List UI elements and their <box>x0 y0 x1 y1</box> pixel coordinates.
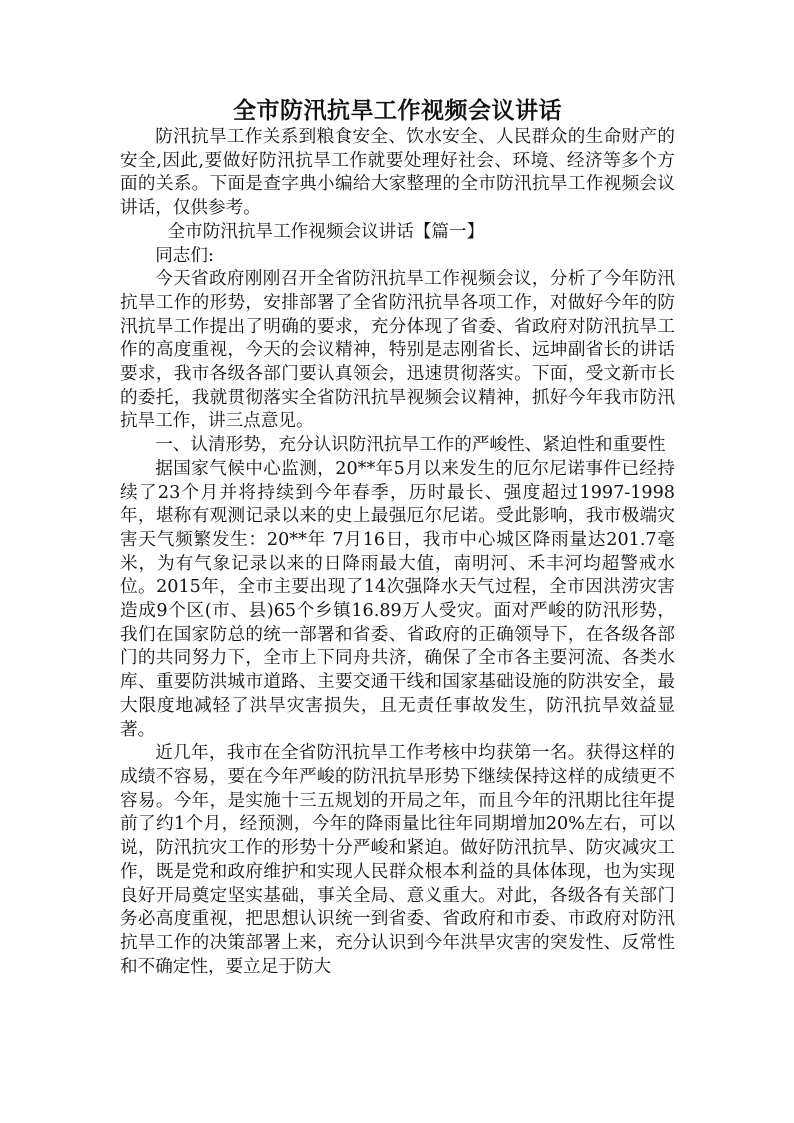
section-heading-1: 一、认清形势，充分认识防汛抗旱工作的严峻性、紧迫性和重要性 <box>155 435 666 456</box>
body-paragraph-3: 近几年，我市在全省防汛抗旱工作考核中均获第一名。获得这样的成绩不容易，要在今年严峻的防汛抗旱形势下继续保持这样的成绩更不容易。今年，是实施十三五规划的开局之年，而且今年的汛期比往年提前了约1个月，经预测，今年的降雨量比往年同期增加20%左右，可以说，防汛抗灾工作的形势十分严峻和紧迫。做好防汛抗旱、防灾减灾工作，既是党和政府维护和实现人民群众根本利益的具体体现，也为实现良好开局奠定坚实基础，事关全局、意义重大。对此，各级各有关部门务必高度重视，把思想认识统一到省委、省政府和市委、市政府对防汛抗旱工作的决策部署上来，充分认识到今年洪旱灾害的突发性、反常性和不确定性，要立足于防大 <box>120 743 675 977</box>
body-paragraph-1: 今天省政府刚刚召开全省防汛抗旱工作视频会议，分析了今年防汛抗旱工作的形势，安排部署了全省防汛抗旱各项工作，对做好今年的防汛抗旱工作提出了明确的要求，充分体现了省委、省政府对防汛抗旱工作的高度重视，今天的会议精神，特别是志刚省长、远坤副省长的讲话要求，我市各级各部门要认真领会，迅速贯彻落实。下面，受文新市长的委托，我就贯彻落实全省防汛抗旱视频会议精神，抓好今年我市防汛抗旱工作，讲三点意见。 <box>120 269 675 432</box>
document-page <box>120 96 675 979</box>
section-title: 全市防汛抗旱工作视频会议讲话【篇一】 <box>167 221 485 242</box>
intro-paragraph: 防汛抗旱工作关系到粮食安全、饮水安全、人民群众的生命财产的安全,因此,要做好防汛抗旱工作就要处理好社会、环境、经济等多个方面的关系。下面是查字典小编给大家整理的全市防汛抗旱工作视频会议讲话，仅供参考。 <box>120 127 675 219</box>
salutation: 同志们: <box>155 245 214 266</box>
body-paragraph-2: 据国家气候中心监测，20**年5月以来发生的厄尔尼诺事件已经持续了23个月并将持续到今年春季，历时最长、强度超过1997-1998年，堪称有观测记录以来的史上最强厄尔尼诺。受此影响，我市极端灾害天气频繁发生：20**年 7月16日，我市中心城区降雨量达201.7毫米，为有气象记录以来的日降雨最大值，南明河、禾丰河均超警戒水位。2015年，全市主要出现了14次强降水天气过程，全市因洪涝灾害造成9个区(市、县)65个乡镇16.89万人受灾。面对严峻的防汛形势，我们在国家防总的统一部署和省委、省政府的正确领导下，在各级各部门的共同努力下，全市上下同舟共济，确保了全市各主要河流、各类水库、重要防洪城市道路、主要交通干线和国家基础设施的防洪安全，最大限度地减轻了洪旱灾害损失，且无责任事故发生，防汛抗旱效益显著。 <box>120 458 675 740</box>
document-title: 全市防汛抗旱工作视频会议讲话 <box>233 98 562 124</box>
